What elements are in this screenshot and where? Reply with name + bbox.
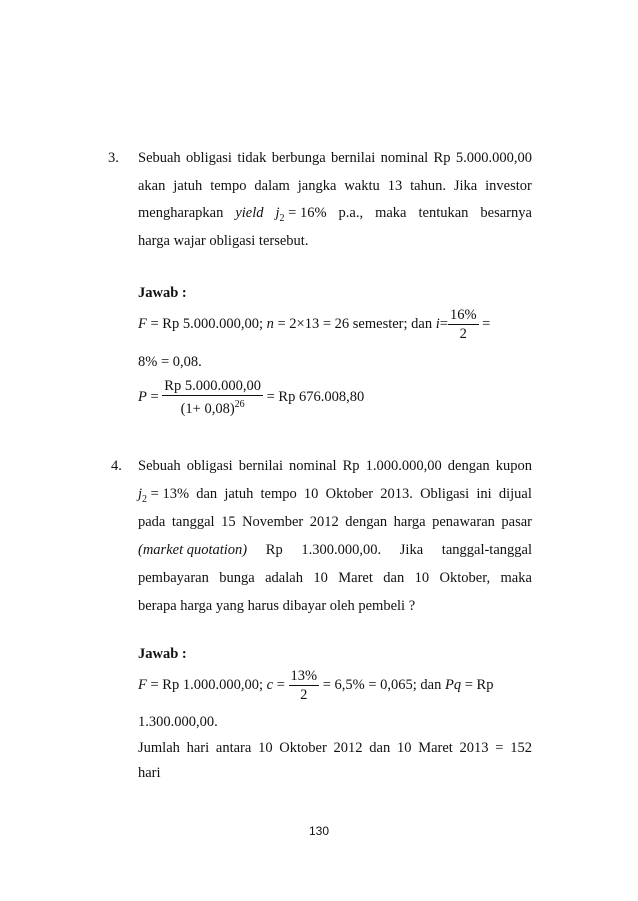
word: jatuh — [173, 178, 203, 194]
var-F: F — [138, 677, 147, 693]
problem-4-line-2 — [138, 486, 532, 505]
word: Oktober, — [439, 570, 491, 586]
problem-3-line-4: harga wajar obligasi tersebut. — [138, 233, 309, 249]
word: 15 — [221, 514, 236, 530]
word: 2013. — [380, 486, 413, 502]
word: 2012 — [333, 740, 363, 756]
problem-3-equation-1-cont: 8% = 0,08. — [138, 354, 202, 370]
word: mengharapkan — [138, 205, 224, 221]
eq-text: = Rp — [464, 677, 494, 693]
word: Rp — [342, 458, 360, 474]
problem-3-number: 3. — [108, 150, 119, 166]
word: maka — [375, 205, 407, 221]
var-n: n — [266, 316, 274, 332]
fraction — [448, 306, 479, 343]
problem-4-line-4 — [138, 542, 532, 559]
word: 152 — [510, 740, 532, 756]
problem-4-line-3 — [138, 514, 532, 531]
word: hari — [186, 740, 210, 756]
word: dan — [369, 740, 391, 756]
word: tempo — [260, 486, 297, 502]
page-number: 130 — [308, 824, 330, 838]
result: = Rp 676.008,80 — [266, 388, 365, 405]
j2-symbol — [138, 486, 189, 505]
problem-4-day-count-cont: hari — [138, 765, 161, 781]
word: dengan — [345, 514, 388, 530]
word: dan — [383, 570, 405, 586]
problem-4-line-1 — [138, 458, 532, 475]
word: tanggal — [171, 514, 215, 530]
word: obligasi — [186, 150, 232, 166]
word: nominal — [289, 458, 337, 474]
equals: = — [150, 388, 159, 405]
problem-3-equation-1 — [138, 306, 532, 343]
equals: = — [482, 316, 491, 332]
word: Oktober — [279, 740, 327, 756]
word: 2012 — [309, 514, 339, 530]
word: tidak — [237, 150, 267, 166]
word: dijual — [498, 486, 532, 502]
word: 10 — [414, 570, 430, 586]
word: maka — [500, 570, 532, 586]
numerator: 16% — [449, 307, 477, 323]
word: Rp — [265, 542, 283, 558]
problem-3-line-1 — [138, 150, 532, 167]
word: bernilai — [238, 458, 283, 474]
word: 5.000.000,00 — [455, 150, 532, 166]
word: Maret — [338, 570, 373, 586]
word: Rp — [433, 150, 451, 166]
word: pada — [138, 514, 166, 530]
word: 1.000.000,00 — [365, 458, 442, 474]
problem-3-equation-2 — [138, 377, 364, 418]
market-quotation-term: (market quotation) — [138, 542, 248, 558]
var-i: i — [435, 316, 440, 332]
word: penawaran — [432, 514, 495, 530]
denominator-base: (1+ 0,08) — [180, 400, 235, 417]
coupon-value: = 13% — [150, 486, 190, 502]
problem-4-equation-1 — [138, 667, 532, 704]
j-var: j — [275, 205, 280, 221]
word: nominal — [380, 150, 429, 166]
word: Maret — [418, 740, 453, 756]
word: Jumlah — [138, 740, 180, 756]
word: akan — [138, 178, 166, 194]
j-subscript: 2 — [142, 493, 148, 505]
yield-term: yield — [235, 205, 264, 221]
numerator: 13% — [290, 668, 318, 684]
word: jangka — [297, 178, 337, 194]
j-var: j — [138, 486, 143, 502]
word: tempo — [210, 178, 247, 194]
word: Jika — [399, 542, 424, 558]
word: jatuh — [224, 486, 254, 502]
word: besarnya — [480, 205, 532, 221]
word: November — [242, 514, 304, 530]
word: tanggal-tanggal — [441, 542, 532, 558]
word: waktu — [344, 178, 380, 194]
word: adalah — [265, 570, 303, 586]
word: dalam — [254, 178, 290, 194]
word: Obligasi — [420, 486, 470, 502]
problem-4-number: 4. — [111, 458, 122, 474]
word: Sebuah — [138, 150, 181, 166]
equals: = — [439, 316, 448, 332]
eq-text: = 6,5% = 0,065; dan — [322, 677, 442, 693]
word: ini — [476, 486, 492, 502]
problem-4-equation-1-cont: 1.300.000,00. — [138, 714, 218, 730]
numerator: Rp 5.000.000,00 — [164, 378, 261, 394]
word: obligasi — [186, 458, 233, 474]
word: 13 — [387, 178, 403, 194]
var-P: P — [138, 388, 147, 405]
j2-symbol — [276, 205, 327, 224]
word: 10 — [303, 486, 319, 502]
fraction — [289, 667, 320, 704]
word: berbunga — [271, 150, 326, 166]
var-Pq: Pq — [445, 677, 462, 693]
problem-4-answer-heading: Jawab : — [138, 646, 187, 662]
word: 2013 — [459, 740, 489, 756]
word: pasar — [501, 514, 532, 530]
word: harga — [393, 514, 426, 530]
word: 10 — [258, 740, 273, 756]
word: Sebuah — [138, 458, 181, 474]
word: dan — [196, 486, 218, 502]
yield-value: = 16% — [288, 205, 327, 221]
word: dengan — [447, 458, 490, 474]
word: tentukan — [418, 205, 469, 221]
word: p.a., — [338, 205, 364, 221]
word: Jika — [453, 178, 478, 194]
equals: = — [276, 677, 285, 693]
var-c: c — [266, 677, 274, 693]
problem-4-day-count-line — [138, 740, 532, 757]
eq-text: = 2×13 = 26 semester; dan — [277, 316, 433, 332]
word: antara — [215, 740, 252, 756]
word: 10 — [396, 740, 412, 756]
word: investor — [485, 178, 532, 194]
denominator: 2 — [459, 326, 467, 342]
word: Oktober — [325, 486, 374, 502]
word: pembayaran — [138, 570, 209, 586]
denominator — [162, 396, 263, 418]
denominator: 2 — [300, 687, 308, 703]
eq-text: = Rp 1.000.000,00; — [150, 677, 263, 693]
problem-4-line-5 — [138, 570, 532, 587]
word: bunga — [219, 570, 255, 586]
word: 10 — [313, 570, 328, 586]
var-F: F — [138, 316, 147, 332]
problem-4-line-6: berapa harga yang harus dibayar oleh pembeli ? — [138, 598, 416, 614]
problem-3-answer-heading: Jawab : — [138, 285, 187, 301]
exponent: 26 — [234, 399, 245, 410]
j-subscript: 2 — [279, 212, 285, 224]
fraction — [162, 377, 263, 418]
word: = — [495, 740, 504, 756]
word: 1.300.000,00. — [301, 542, 382, 558]
word: kupon — [495, 458, 532, 474]
word: tahun. — [410, 178, 446, 194]
problem-3-line-3 — [138, 205, 532, 224]
eq-text: = Rp 5.000.000,00; — [150, 316, 263, 332]
problem-3-line-2 — [138, 178, 532, 195]
word: bernilai — [331, 150, 376, 166]
